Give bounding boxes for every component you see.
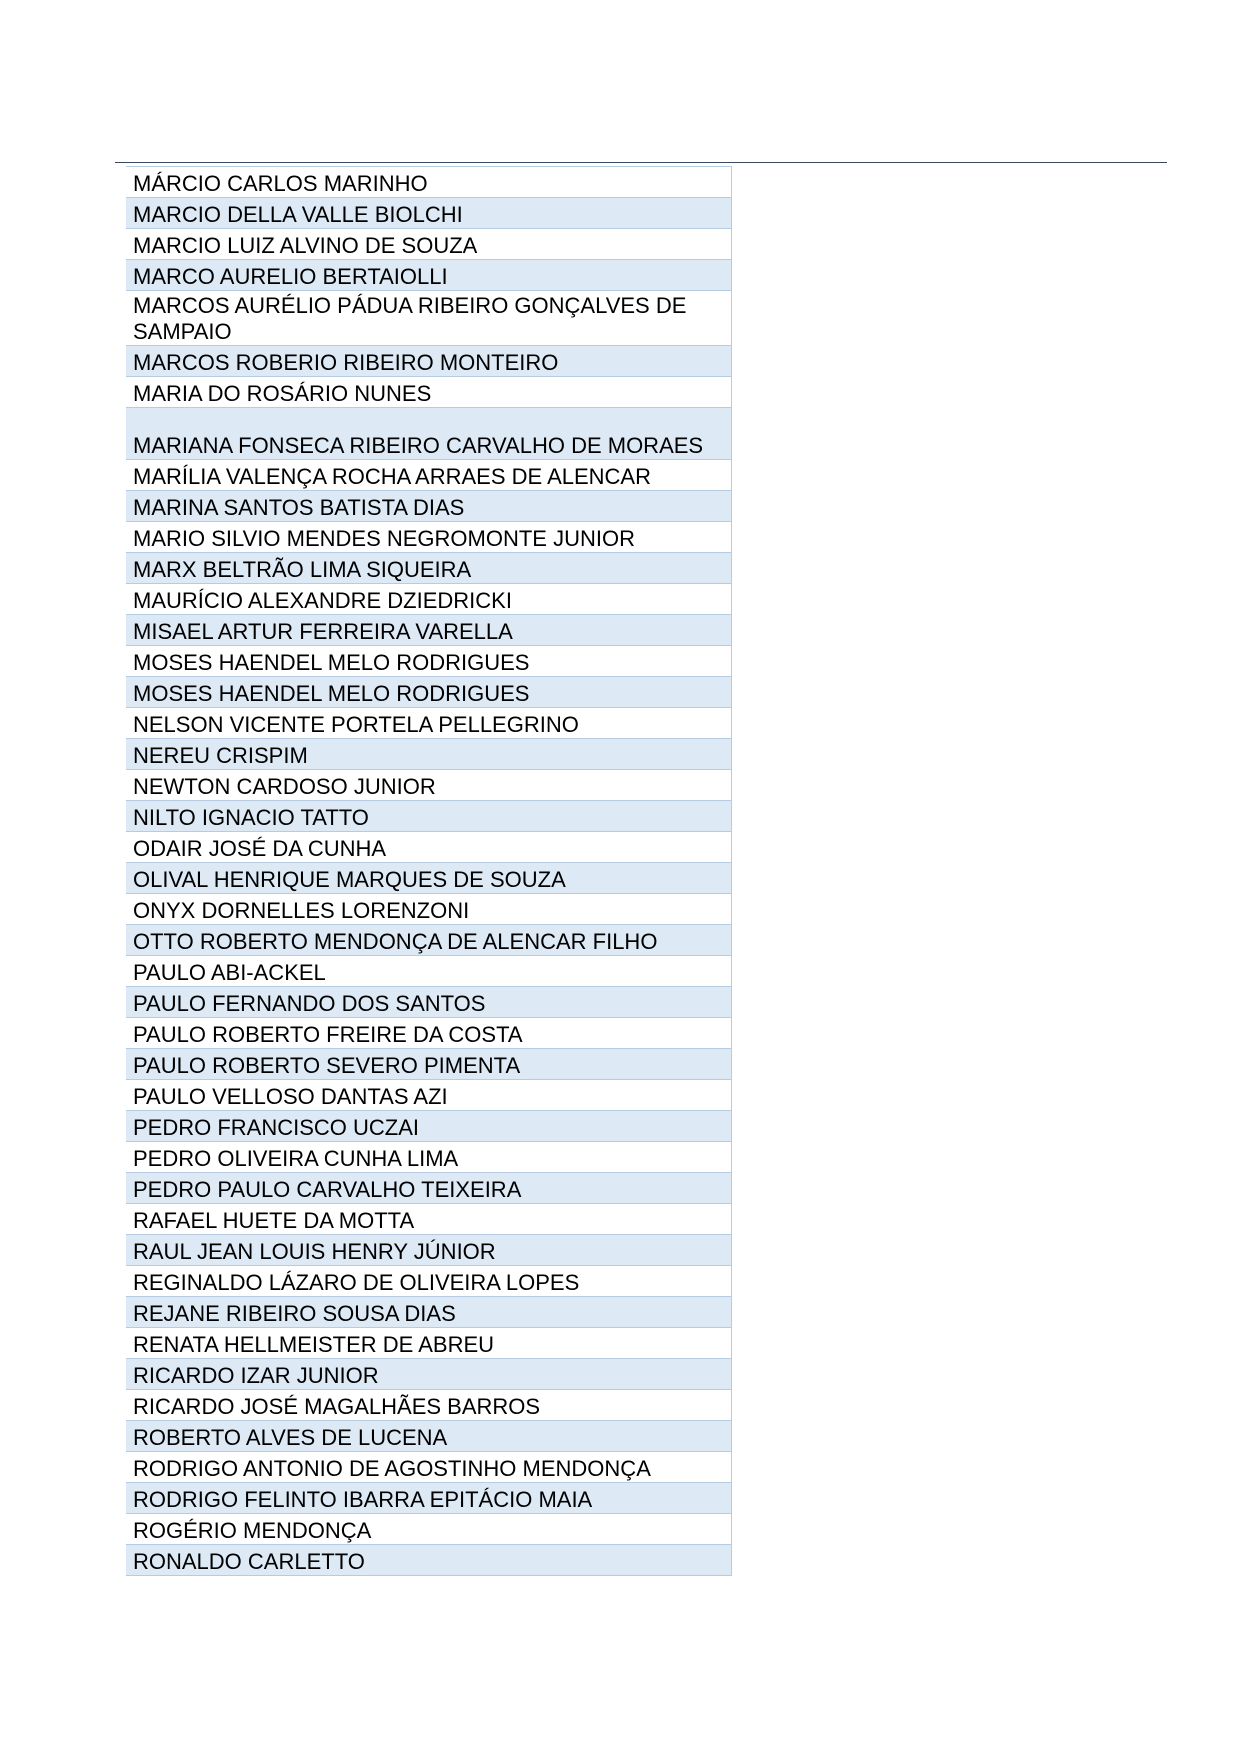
table-row — [126, 925, 732, 956]
name-cell: PEDRO OLIVEIRA CUNHA LIMA — [126, 1142, 732, 1173]
name-cell: MARX BELTRÃO LIMA SIQUEIRA — [126, 553, 732, 584]
table-row — [126, 1421, 732, 1452]
table-row — [126, 346, 732, 377]
name-cell: RAUL JEAN LOUIS HENRY JÚNIOR — [126, 1235, 732, 1266]
names-table — [126, 166, 732, 1576]
name-cell: MARCOS ROBERIO RIBEIRO MONTEIRO — [126, 346, 732, 377]
header-rule — [115, 162, 1167, 163]
name-cell: RODRIGO ANTONIO DE AGOSTINHO MENDONÇA — [126, 1452, 732, 1483]
table-row — [126, 956, 732, 987]
table-row — [126, 260, 732, 291]
table-row — [126, 1390, 732, 1421]
name-cell: MARCIO DELLA VALLE BIOLCHI — [126, 198, 732, 229]
table-row — [126, 1080, 732, 1111]
table-row — [126, 584, 732, 615]
table-row — [126, 1235, 732, 1266]
name-cell: MARIO SILVIO MENDES NEGROMONTE JUNIOR — [126, 522, 732, 553]
table-row — [126, 770, 732, 801]
table-row — [126, 708, 732, 739]
name-cell: ROBERTO ALVES DE LUCENA — [126, 1421, 732, 1452]
name-cell: MARCOS AURÉLIO PÁDUA RIBEIRO GONÇALVES DE SAMPAIO — [126, 291, 732, 346]
name-cell: MOSES HAENDEL MELO RODRIGUES — [126, 646, 732, 677]
table-row — [126, 1018, 732, 1049]
table-row — [126, 832, 732, 863]
name-cell: MARCO AURELIO BERTAIOLLI — [126, 260, 732, 291]
table-row — [126, 1173, 732, 1204]
name-cell: RODRIGO FELINTO IBARRA EPITÁCIO MAIA — [126, 1483, 732, 1514]
name-cell: NILTO IGNACIO TATTO — [126, 801, 732, 832]
name-cell: NEREU CRISPIM — [126, 739, 732, 770]
table-row — [126, 553, 732, 584]
table-row — [126, 1266, 732, 1297]
name-cell: PAULO ABI-ACKEL — [126, 956, 732, 987]
table-row — [126, 739, 732, 770]
table-row — [126, 291, 732, 346]
table-row — [126, 1049, 732, 1080]
name-cell: PAULO FERNANDO DOS SANTOS — [126, 987, 732, 1018]
table-row — [126, 522, 732, 553]
table-row — [126, 167, 732, 198]
table-row — [126, 1483, 732, 1514]
table-row — [126, 646, 732, 677]
name-cell: PEDRO FRANCISCO UCZAI — [126, 1111, 732, 1142]
table-row — [126, 801, 732, 832]
table-row — [126, 460, 732, 491]
table-row — [126, 1297, 732, 1328]
table-row — [126, 408, 732, 460]
table-row — [126, 491, 732, 522]
name-cell: NELSON VICENTE PORTELA PELLEGRINO — [126, 708, 732, 739]
table-row — [126, 1359, 732, 1390]
name-cell: REGINALDO LÁZARO DE OLIVEIRA LOPES — [126, 1266, 732, 1297]
table-row — [126, 1514, 732, 1545]
name-cell: RICARDO IZAR JUNIOR — [126, 1359, 732, 1390]
table-row — [126, 1111, 732, 1142]
name-cell: MISAEL ARTUR FERREIRA VARELLA — [126, 615, 732, 646]
table-row — [126, 863, 732, 894]
table-row — [126, 229, 732, 260]
table-row — [126, 377, 732, 408]
name-cell: MOSES HAENDEL MELO RODRIGUES — [126, 677, 732, 708]
name-cell: RICARDO JOSÉ MAGALHÃES BARROS — [126, 1390, 732, 1421]
name-cell: MARCIO LUIZ ALVINO DE SOUZA — [126, 229, 732, 260]
table-row — [126, 1204, 732, 1235]
table-row — [126, 677, 732, 708]
name-cell: RONALDO CARLETTO — [126, 1545, 732, 1576]
name-cell: OLIVAL HENRIQUE MARQUES DE SOUZA — [126, 863, 732, 894]
table-row — [126, 1142, 732, 1173]
name-cell: MARÍLIA VALENÇA ROCHA ARRAES DE ALENCAR — [126, 460, 732, 491]
name-cell: ONYX DORNELLES LORENZONI — [126, 894, 732, 925]
name-cell: PEDRO PAULO CARVALHO TEIXEIRA — [126, 1173, 732, 1204]
table-row — [126, 1328, 732, 1359]
table-row — [126, 987, 732, 1018]
table-row — [126, 198, 732, 229]
table-row — [126, 1452, 732, 1483]
name-cell: REJANE RIBEIRO SOUSA DIAS — [126, 1297, 732, 1328]
name-cell: MAURÍCIO ALEXANDRE DZIEDRICKI — [126, 584, 732, 615]
name-cell: MARINA SANTOS BATISTA DIAS — [126, 491, 732, 522]
name-cell: NEWTON CARDOSO JUNIOR — [126, 770, 732, 801]
table-row — [126, 1545, 732, 1576]
name-cell: MARIANA FONSECA RIBEIRO CARVALHO DE MORAES — [126, 408, 732, 460]
name-cell: OTTO ROBERTO MENDONÇA DE ALENCAR FILHO — [126, 925, 732, 956]
name-cell: MARIA DO ROSÁRIO NUNES — [126, 377, 732, 408]
table-row — [126, 894, 732, 925]
name-cell: PAULO VELLOSO DANTAS AZI — [126, 1080, 732, 1111]
name-cell: PAULO ROBERTO FREIRE DA COSTA — [126, 1018, 732, 1049]
name-cell: ODAIR JOSÉ DA CUNHA — [126, 832, 732, 863]
name-cell: RAFAEL HUETE DA MOTTA — [126, 1204, 732, 1235]
table-row — [126, 615, 732, 646]
name-cell: RENATA HELLMEISTER DE ABREU — [126, 1328, 732, 1359]
name-cell: ROGÉRIO MENDONÇA — [126, 1514, 732, 1545]
name-cell: MÁRCIO CARLOS MARINHO — [126, 167, 732, 198]
name-cell: PAULO ROBERTO SEVERO PIMENTA — [126, 1049, 732, 1080]
